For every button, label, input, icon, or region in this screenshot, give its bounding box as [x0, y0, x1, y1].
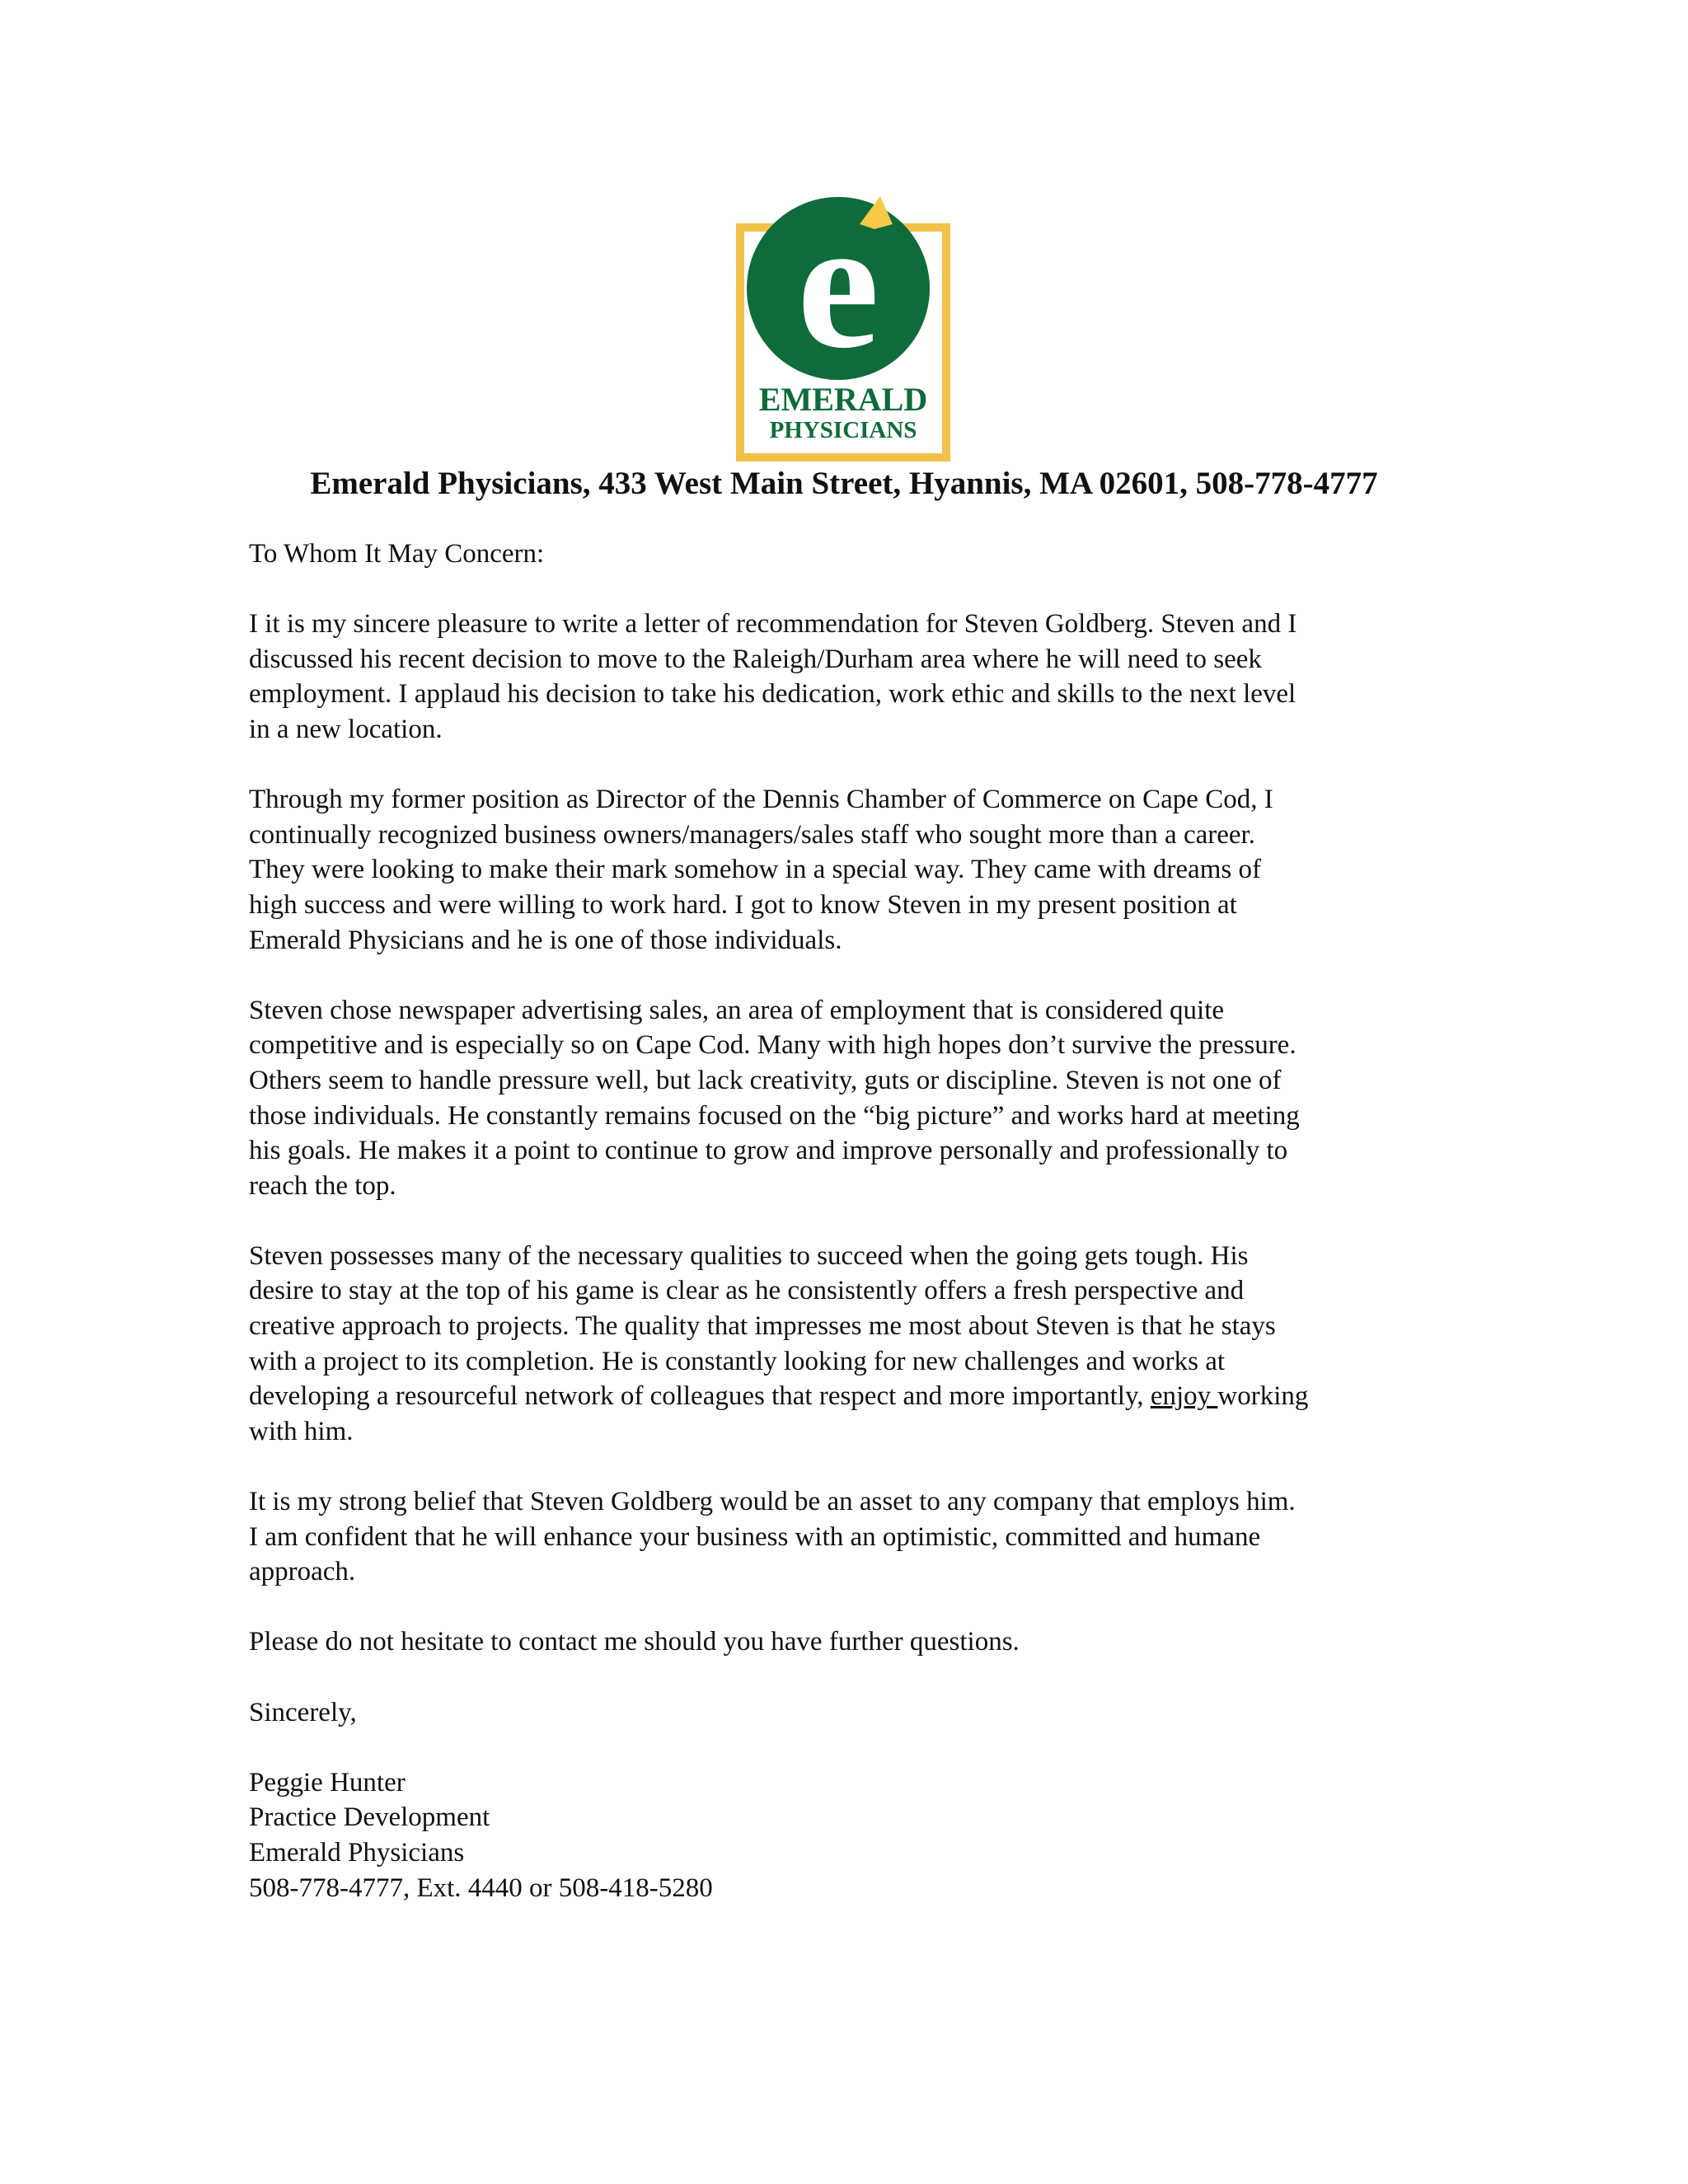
- emerald-physicians-logo: [736, 196, 950, 462]
- logo-line-2: PHYSICIANS: [769, 417, 917, 443]
- paragraph-4: [249, 1239, 1452, 1450]
- letterhead-address: Emerald Physicians, 433 West Main Street, Hyannis, MA 02601, 508-778-4777: [310, 466, 1378, 501]
- letter-body: [249, 537, 1452, 1905]
- paragraph-5: It is my strong belief that Steven Goldberg would be an asset to any company that employs him. I am confident that he will enhance your business with an optimistic, committed and humane approach.: [249, 1487, 1296, 1587]
- closing: Sincerely,: [249, 1697, 357, 1727]
- signer-phone: 508-778-4777, Ext. 4440 or 508-418-5280: [249, 1872, 713, 1903]
- paragraph-4-before: Steven possesses many of the necessary qualities to succeed when the going gets tough. His desire to stay at the top of his game is clear as he consistently offers a fresh perspective and creative approach to projects. The quality that impresses me most about Steven is that he stays with a project to its completion. He is constantly looking for new challenges and works at developing a resourceful network of colleagues that respect and more importantly,: [249, 1240, 1276, 1412]
- signer-company: Emerald Physicians: [249, 1837, 465, 1868]
- logo-line-1: EMERALD: [758, 381, 928, 418]
- signer-name: Peggie Hunter: [249, 1767, 406, 1797]
- salutation: To Whom It May Concern:: [249, 539, 545, 569]
- svg-text:e: e: [797, 196, 879, 387]
- underlined-word: enjoy: [1150, 1381, 1218, 1412]
- signature-block: [249, 1765, 1452, 1905]
- paragraph-4-after: working with him.: [249, 1381, 1309, 1446]
- signer-title: Practice Development: [249, 1802, 490, 1833]
- paragraph-3: Steven chose newspaper advertising sales, an area of employment that is considered quite competitive and is especially so on Cape Cod. Many with high hopes don’t survive the pressure. Others seem to handle pressure well, but lack creativity, guts or discipline. Steven is not one of those individuals. He constantly remains focused on the “big picture” and works hard at meeting his goals. He makes it a point to continue to grow and improve personally and professionally to reach the top.: [249, 995, 1300, 1201]
- paragraph-2: Through my former position as Director of the Dennis Chamber of Commerce on Cape Cod, I continually recognized business owners/managers/sales staff who sought more than a career. They were looking to make their mark somehow in a special way. They came with dreams of high success and were willing to work hard. I got to know Steven in my present position at Emerald Physicians and he is one of those individuals.: [249, 785, 1273, 955]
- paragraph-6: Please do not hesitate to contact me should you have further questions.: [249, 1627, 1020, 1657]
- paragraph-1: I it is my sincere pleasure to write a letter of recommendation for Steven Goldberg. Steven and I discussed his recent decision to move to the Raleigh/Durham area where he will need to seek employment. I applaud his decision to take his dedication, work ethic and skills to the next level in a new location.: [249, 609, 1297, 744]
